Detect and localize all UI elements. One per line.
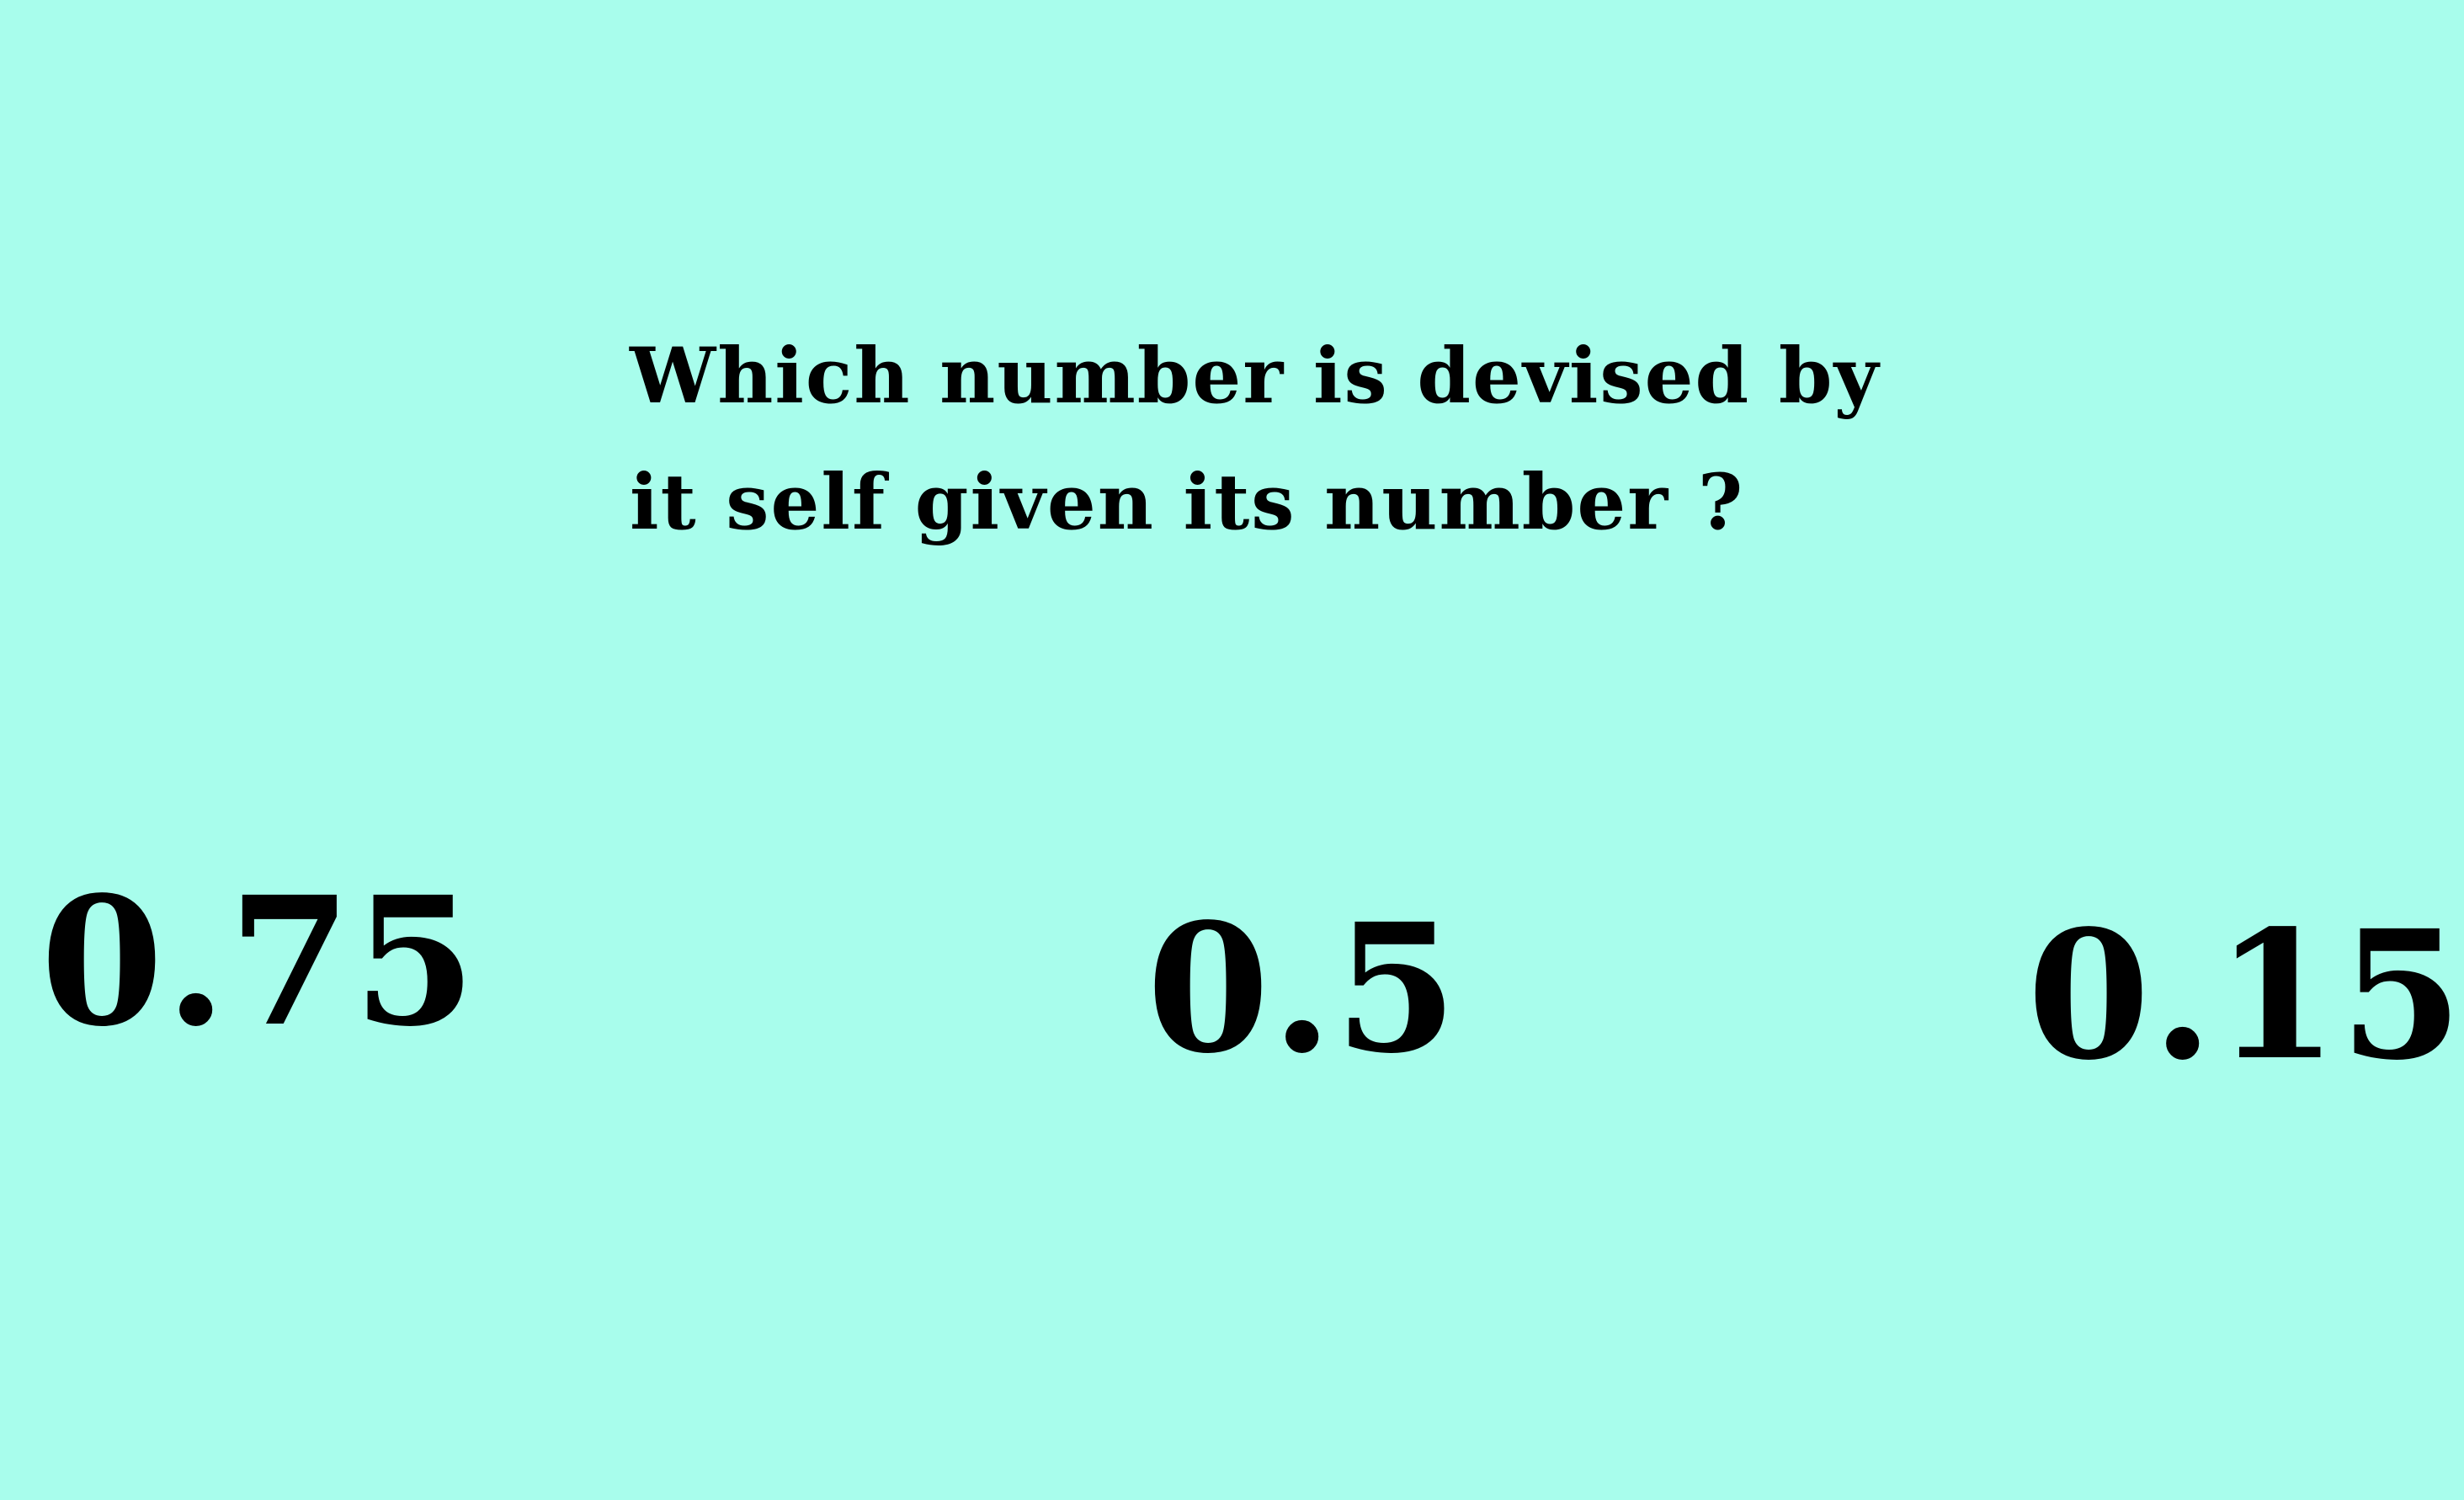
answer-option-3[interactable]: 0.15 bbox=[2027, 891, 2464, 1099]
answer-option-1[interactable]: 0.75 bbox=[40, 858, 478, 1066]
question-text bbox=[630, 313, 1977, 566]
question-line-2: it self given its number ? bbox=[630, 458, 1745, 547]
answer-option-2[interactable]: 0.5 bbox=[1147, 885, 1460, 1093]
question-line-1: Which number is devised by bbox=[630, 332, 1881, 421]
